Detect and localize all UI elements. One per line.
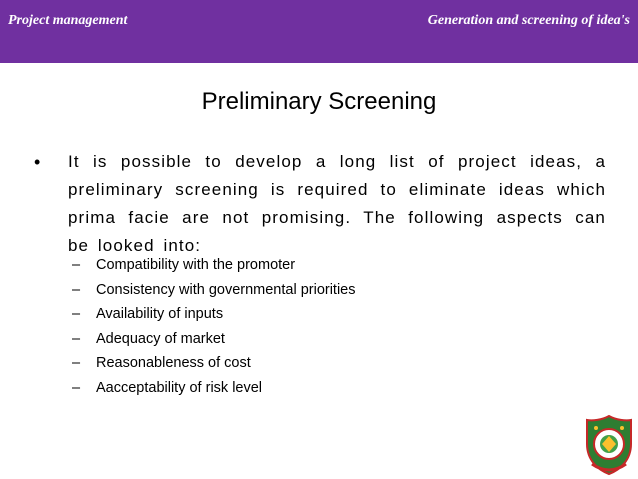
main-bullet	[34, 148, 606, 260]
list-item-label: Compatibility with the promoter	[96, 257, 296, 273]
course-title: Project management	[8, 13, 128, 28]
bullet-text: It is possible to develop a long list of project ideas, a preliminary screening is required to eliminate ideas which prima facie are not promising. The following aspects can be looked into:	[68, 152, 606, 255]
dash-icon: –	[72, 330, 81, 347]
bullet-icon: •	[34, 152, 41, 172]
list-item	[72, 253, 356, 278]
sub-bullet-list	[72, 253, 356, 400]
list-item-label: Availability of inputs	[96, 306, 224, 322]
list-item	[72, 327, 356, 352]
header-bar	[0, 0, 638, 63]
list-item	[72, 376, 356, 401]
dash-icon: –	[72, 306, 81, 322]
institution-seal-icon	[582, 414, 636, 476]
list-item	[72, 302, 356, 327]
dash-icon: –	[72, 355, 81, 371]
dash-icon: –	[72, 379, 81, 396]
dash-icon: –	[72, 281, 81, 298]
list-item	[72, 351, 356, 376]
section-title: Generation and screening of idea's	[427, 13, 630, 28]
list-item-label: Aacceptability of risk level	[96, 379, 263, 396]
list-item-label: Reasonableness of cost	[96, 355, 251, 371]
list-item-label: Consistency with governmental priorities	[96, 281, 356, 298]
dash-icon: –	[72, 257, 81, 273]
slide-title: Preliminary Screening	[201, 88, 437, 115]
list-item-label: Adequacy of market	[96, 330, 225, 347]
list-item	[72, 278, 356, 303]
